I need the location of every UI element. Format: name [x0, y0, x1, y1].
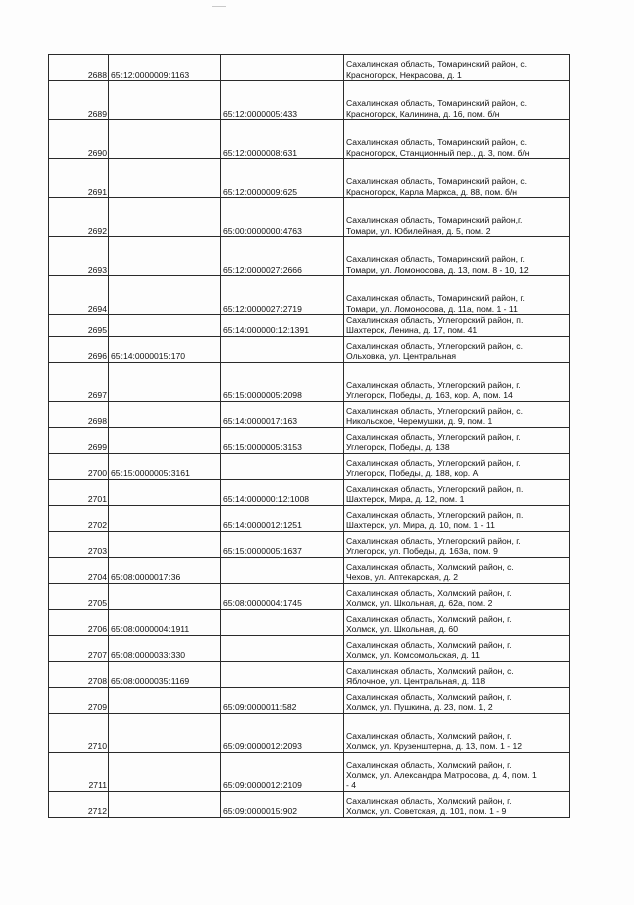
- table-row: [49, 479, 570, 505]
- table-row: [49, 81, 570, 120]
- address-line: Сахалинская область, Холмский район, г.: [346, 640, 512, 650]
- premises-cadastral-number-cell: 65:12:0000008:631: [221, 120, 344, 159]
- address-line: Сахалинская область, Холмский район, г.: [346, 796, 512, 806]
- address-line: Красногорск, Карла Маркса, д. 88, пом. б/н: [346, 186, 517, 197]
- table-row: [49, 315, 570, 337]
- premises-cadastral-number-cell: 65:12:0000009:625: [221, 159, 344, 198]
- address-line: Холмск, ул. Советская, д. 101, пом. 1 - 9: [346, 806, 507, 817]
- address-line: Ольховка, ул. Центральная: [346, 351, 457, 362]
- registry-table-body: [49, 55, 570, 818]
- cadastral-number-cell: 65:08:0000035:1169: [109, 661, 221, 687]
- address-line: Углегорск, Победы, д. 138: [346, 442, 450, 453]
- address-cell: [344, 427, 570, 453]
- address-cell: [344, 315, 570, 337]
- address-cell: [344, 198, 570, 237]
- table-row: [49, 752, 570, 791]
- address-line: Холмск, ул. Александра Матросова, д. 4, пом. 1: [346, 770, 537, 780]
- address-cell: [344, 336, 570, 362]
- cadastral-number-cell: 65:14:0000015:170: [109, 336, 221, 362]
- table-row: [49, 713, 570, 752]
- table-row: [49, 505, 570, 531]
- address-cell: [344, 479, 570, 505]
- address-line: Сахалинская область, Томаринский район, г.: [346, 293, 525, 304]
- cadastral-number-cell: [109, 362, 221, 401]
- address-cell: [344, 55, 570, 81]
- cadastral-number-cell: 65:08:0000004:1911: [109, 609, 221, 635]
- table-row: [49, 362, 570, 401]
- row-number-cell: 2705: [49, 583, 109, 609]
- address-cell: [344, 687, 570, 713]
- address-cell: [344, 505, 570, 531]
- premises-cadastral-number-cell: 65:08:0000004:1745: [221, 583, 344, 609]
- address-line: Томари, ул. Юбилейная, д. 5, пом. 2: [346, 225, 491, 236]
- address-cell: [344, 401, 570, 427]
- address-line: Никольское, Черемушки, д. 9, пом. 1: [346, 416, 493, 427]
- cadastral-number-cell: [109, 81, 221, 120]
- premises-cadastral-number-cell: 65:14:000000:12:1391: [221, 315, 344, 337]
- address-line: Углегорск, ул. Победы, д. 163а, пом. 9: [346, 546, 498, 557]
- row-number-cell: 2690: [49, 120, 109, 159]
- row-number-cell: 2689: [49, 81, 109, 120]
- address-cell: [344, 362, 570, 401]
- address-line: Сахалинская область, Холмский район, с.: [346, 562, 514, 572]
- cadastral-number-cell: [109, 713, 221, 752]
- address-cell: [344, 159, 570, 198]
- address-cell: [344, 635, 570, 661]
- address-cell: [344, 583, 570, 609]
- address-line: Красногорск, Некрасова, д. 1: [346, 69, 462, 80]
- property-registry-table: [48, 54, 570, 818]
- row-number-cell: 2708: [49, 661, 109, 687]
- row-number-cell: 2709: [49, 687, 109, 713]
- address-line: Холмск, ул. Крузенштерна, д. 13, пом. 1 - 12: [346, 741, 523, 752]
- table-row: [49, 55, 570, 81]
- row-number-cell: 2696: [49, 336, 109, 362]
- premises-cadastral-number-cell: 65:14:0000012:1251: [221, 505, 344, 531]
- table-row: [49, 159, 570, 198]
- premises-cadastral-number-cell: [221, 55, 344, 81]
- address-line: Сахалинская область, Холмский район, г.: [346, 731, 512, 741]
- cadastral-number-cell: [109, 237, 221, 276]
- premises-cadastral-number-cell: 65:00:0000000:4763: [221, 198, 344, 237]
- cadastral-number-cell: [109, 791, 221, 817]
- row-number-cell: 2702: [49, 505, 109, 531]
- address-line: Томари, ул. Ломоносова, д. 11а, пом. 1 - 11: [346, 303, 518, 314]
- cadastral-number-cell: 65:12:0000009:1163: [109, 55, 221, 81]
- table-row: [49, 687, 570, 713]
- premises-cadastral-number-cell: [221, 557, 344, 583]
- address-line: Сахалинская область, Углегорский район, с.: [346, 341, 523, 351]
- row-number-cell: 2692: [49, 198, 109, 237]
- table-row: [49, 198, 570, 237]
- address-line: Сахалинская область, Холмский район, г.: [346, 614, 512, 624]
- address-cell: [344, 276, 570, 315]
- address-line: Сахалинская область, Углегорский район, п.: [346, 484, 524, 494]
- cadastral-number-cell: [109, 401, 221, 427]
- address-line: Сахалинская область, Томаринский район, с.: [346, 98, 528, 109]
- row-number-cell: 2707: [49, 635, 109, 661]
- row-number-cell: 2712: [49, 791, 109, 817]
- row-number-cell: 2710: [49, 713, 109, 752]
- address-line: Сахалинская область, Углегорский район, п.: [346, 315, 524, 325]
- address-line: Сахалинская область, Холмский район, г.: [346, 759, 512, 770]
- address-cell: [344, 120, 570, 159]
- address-line: Сахалинская область, Томаринский район,г.: [346, 215, 523, 226]
- cadastral-number-cell: [109, 687, 221, 713]
- premises-cadastral-number-cell: 65:09:0000015:902: [221, 791, 344, 817]
- table-row: [49, 120, 570, 159]
- premises-cadastral-number-cell: [221, 609, 344, 635]
- row-number-cell: 2698: [49, 401, 109, 427]
- row-number-cell: 2704: [49, 557, 109, 583]
- cadastral-number-cell: [109, 583, 221, 609]
- address-line: Яблочное, ул. Центральная, д. 118: [346, 676, 486, 687]
- address-cell: [344, 752, 570, 791]
- premises-cadastral-number-cell: 65:15:0000005:2098: [221, 362, 344, 401]
- address-line: Томари, ул. Ломоносова, д. 13, пом. 8 - 10, 12: [346, 264, 529, 275]
- cadastral-number-cell: [109, 427, 221, 453]
- table-row: [49, 401, 570, 427]
- address-cell: [344, 791, 570, 817]
- table-row: [49, 635, 570, 661]
- premises-cadastral-number-cell: 65:09:0000011:582: [221, 687, 344, 713]
- row-number-cell: 2706: [49, 609, 109, 635]
- address-line: Сахалинская область, Холмский район, с.: [346, 666, 514, 676]
- address-line: Сахалинская область, Углегорский район, с.: [346, 406, 523, 416]
- table-row: [49, 791, 570, 817]
- address-line: Сахалинская область, Холмский район, г.: [346, 692, 512, 702]
- table-row: [49, 531, 570, 557]
- row-number-cell: 2700: [49, 453, 109, 479]
- cadastral-number-cell: [109, 479, 221, 505]
- row-number-cell: 2691: [49, 159, 109, 198]
- address-cell: [344, 713, 570, 752]
- table-row: [49, 583, 570, 609]
- address-line: Углегорск, Победы, д. 188, кор. А: [346, 468, 479, 479]
- address-line: Сахалинская область, Углегорский район, п.: [346, 510, 524, 520]
- address-line: - 4: [346, 780, 357, 791]
- table-row: [49, 336, 570, 362]
- address-line: Сахалинская область, Томаринский район, с.: [346, 137, 528, 148]
- address-cell: [344, 557, 570, 583]
- premises-cadastral-number-cell: [221, 635, 344, 661]
- table-row: [49, 661, 570, 687]
- premises-cadastral-number-cell: 65:12:0000027:2666: [221, 237, 344, 276]
- cadastral-number-cell: [109, 505, 221, 531]
- row-number-cell: 2701: [49, 479, 109, 505]
- premises-cadastral-number-cell: [221, 336, 344, 362]
- address-line: Сахалинская область, Углегорский район, г.: [346, 458, 521, 468]
- table-row: [49, 276, 570, 315]
- row-number-cell: 2695: [49, 315, 109, 337]
- premises-cadastral-number-cell: 65:15:0000005:1637: [221, 531, 344, 557]
- premises-cadastral-number-cell: 65:09:0000012:2109: [221, 752, 344, 791]
- address-cell: [344, 661, 570, 687]
- address-cell: [344, 453, 570, 479]
- address-cell: [344, 531, 570, 557]
- cadastral-number-cell: 65:08:0000017:36: [109, 557, 221, 583]
- row-number-cell: 2688: [49, 55, 109, 81]
- premises-cadastral-number-cell: 65:15:0000005:3153: [221, 427, 344, 453]
- scan-artifact: [212, 6, 226, 7]
- table-row: [49, 427, 570, 453]
- row-number-cell: 2693: [49, 237, 109, 276]
- address-line: Красногорск, Станционный пер., д. 3, пом. б/н: [346, 147, 530, 158]
- cadastral-number-cell: 65:08:0000033:330: [109, 635, 221, 661]
- address-line: Чехов, ул. Аптекарская, д. 2: [346, 572, 459, 583]
- row-number-cell: 2697: [49, 362, 109, 401]
- address-cell: [344, 237, 570, 276]
- premises-cadastral-number-cell: 65:14:000000:12:1008: [221, 479, 344, 505]
- cadastral-number-cell: [109, 276, 221, 315]
- address-cell: [344, 609, 570, 635]
- premises-cadastral-number-cell: [221, 453, 344, 479]
- address-line: Сахалинская область, Углегорский район, г.: [346, 380, 521, 390]
- row-number-cell: 2699: [49, 427, 109, 453]
- address-line: Красногорск, Калинина, д. 16, пом. б/н: [346, 108, 500, 119]
- premises-cadastral-number-cell: 65:14:0000017:163: [221, 401, 344, 427]
- address-line: Сахалинская область, Холмский район, г.: [346, 588, 512, 598]
- address-cell: [344, 81, 570, 120]
- address-line: Холмск, ул. Школьная, д. 60: [346, 624, 458, 635]
- table-row: [49, 609, 570, 635]
- premises-cadastral-number-cell: 65:12:0000027:2719: [221, 276, 344, 315]
- table-row: [49, 557, 570, 583]
- cadastral-number-cell: [109, 531, 221, 557]
- row-number-cell: 2703: [49, 531, 109, 557]
- address-line: Сахалинская область, Углегорский район, г.: [346, 432, 521, 442]
- table-row: [49, 237, 570, 276]
- premises-cadastral-number-cell: 65:12:0000005:433: [221, 81, 344, 120]
- address-line: Сахалинская область, Углегорский район, г.: [346, 536, 521, 546]
- premises-cadastral-number-cell: 65:09:0000012:2093: [221, 713, 344, 752]
- table-row: [49, 453, 570, 479]
- cadastral-number-cell: 65:15:0000005:3161: [109, 453, 221, 479]
- address-line: Шахтерск, Мира, д. 12, пом. 1: [346, 494, 465, 505]
- address-line: Сахалинская область, Томаринский район, с.: [346, 176, 528, 187]
- row-number-cell: 2694: [49, 276, 109, 315]
- address-line: Сахалинская область, Томаринский район, с.: [346, 59, 528, 70]
- row-number-cell: 2711: [49, 752, 109, 791]
- address-line: Шахтерск, ул. Мира, д. 10, пом. 1 - 11: [346, 520, 495, 531]
- address-line: Холмск, ул. Комсомольская, д. 11: [346, 650, 480, 661]
- cadastral-number-cell: [109, 752, 221, 791]
- premises-cadastral-number-cell: [221, 661, 344, 687]
- cadastral-number-cell: [109, 315, 221, 337]
- cadastral-number-cell: [109, 198, 221, 237]
- address-line: Холмск, ул. Пушкина, д. 23, пом. 1, 2: [346, 702, 493, 713]
- address-line: Углегорск, Победы, д. 163, кор. А, пом. 14: [346, 390, 513, 401]
- address-line: Сахалинская область, Томаринский район, г.: [346, 254, 525, 265]
- address-line: Холмск, ул. Школьная, д. 62а, пом. 2: [346, 598, 493, 609]
- address-line: Шахтерск, Ленина, д. 17, пом. 41: [346, 325, 478, 336]
- cadastral-number-cell: [109, 120, 221, 159]
- cadastral-number-cell: [109, 159, 221, 198]
